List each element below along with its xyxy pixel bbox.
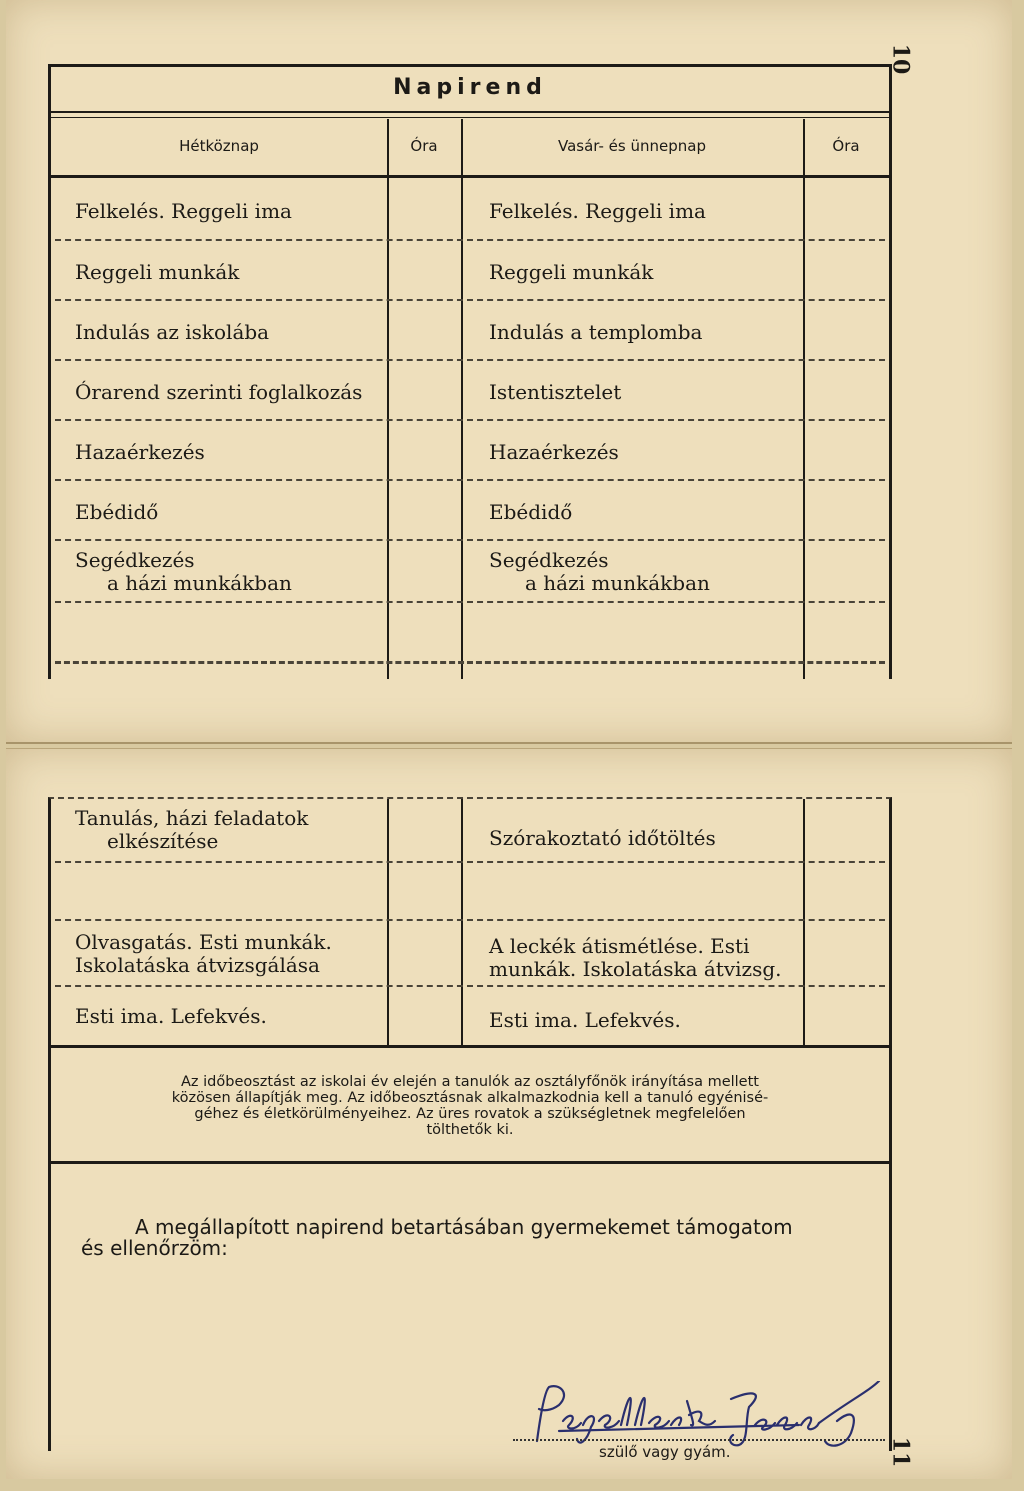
row-divider bbox=[55, 299, 885, 301]
page-number-bottom: 11 bbox=[887, 1436, 914, 1468]
column-divider bbox=[461, 799, 463, 1045]
weekday-row: Felkelés. Reggeli ima bbox=[75, 199, 292, 223]
row-divider bbox=[55, 919, 885, 921]
header-sunday: Vasár- és ünnepnap bbox=[558, 137, 706, 155]
parent-pledge bbox=[81, 1217, 861, 1259]
row-divider bbox=[55, 359, 885, 361]
sunday-row: Ebédidő bbox=[489, 500, 573, 524]
sunday-row: Felkelés. Reggeli ima bbox=[489, 199, 706, 223]
pledge-line: A megállapított napirend betartásában gyermekemet támogatom bbox=[135, 1215, 793, 1239]
weekday-row: Indulás az iskolába bbox=[75, 320, 270, 344]
pledge-line: és ellenőrzöm: bbox=[81, 1236, 228, 1260]
weekday-row: Hazaérkezés bbox=[75, 440, 205, 464]
schedule-table bbox=[48, 64, 892, 679]
note-line: közösen állapítják meg. Az időbeosztásnak alkalmazkodnia kell a tanuló egyénisé- bbox=[171, 1090, 769, 1106]
schedule-table-continued bbox=[48, 797, 892, 1461]
sunday-row: munkák. Iskolatáska átvizsg. bbox=[489, 957, 782, 981]
page-number-top: 10 bbox=[887, 43, 914, 75]
weekday-row: Tanulás, házi feladatok bbox=[75, 806, 309, 830]
note-line: Az időbeosztást az iskolai év elején a tanulók az osztályfőnök irányítása mellett bbox=[181, 1074, 759, 1090]
row-divider bbox=[55, 601, 885, 603]
row-divider bbox=[55, 539, 885, 541]
page-10 bbox=[6, 0, 1012, 744]
row-divider bbox=[55, 479, 885, 481]
row-divider bbox=[55, 985, 885, 987]
signature-line bbox=[513, 1439, 885, 1441]
weekday-row: Órarend szerinti foglalkozás bbox=[75, 380, 363, 404]
sunday-row: Indulás a templomba bbox=[489, 320, 703, 344]
sunday-row: a házi munkákban bbox=[525, 571, 710, 595]
schedule-title: Napirend bbox=[393, 75, 547, 100]
row-divider bbox=[55, 861, 885, 863]
signature-label: szülő vagy gyám. bbox=[599, 1443, 731, 1461]
header-hour: Óra bbox=[832, 137, 860, 155]
note-line: tölthetők ki. bbox=[426, 1122, 514, 1138]
sunday-row: Segédkezés bbox=[489, 548, 609, 572]
section-divider bbox=[51, 1161, 889, 1164]
divider bbox=[51, 117, 889, 118]
column-divider bbox=[803, 119, 805, 679]
weekday-row: Iskolatáska átvizsgálása bbox=[75, 953, 320, 977]
header-divider bbox=[51, 175, 889, 178]
weekday-row: Esti ima. Lefekvés. bbox=[75, 1004, 267, 1028]
divider bbox=[51, 111, 889, 113]
sunday-row: Istentisztelet bbox=[489, 380, 622, 404]
column-divider bbox=[387, 799, 389, 1045]
weekday-row: Olvasgatás. Esti munkák. bbox=[75, 930, 332, 954]
section-divider bbox=[51, 1045, 889, 1048]
row-divider bbox=[55, 661, 885, 664]
weekday-row: a házi munkákban bbox=[107, 571, 292, 595]
weekday-row: Reggeli munkák bbox=[75, 260, 240, 284]
column-divider bbox=[803, 799, 805, 1045]
sunday-row: Szórakoztató időtöltés bbox=[489, 826, 716, 850]
row-divider bbox=[55, 419, 885, 421]
instructions-note bbox=[73, 1074, 867, 1138]
column-divider bbox=[387, 119, 389, 679]
column-divider bbox=[461, 119, 463, 679]
header-weekday: Hétköznap bbox=[179, 137, 259, 155]
header-hour: Óra bbox=[410, 137, 438, 155]
weekday-row: Segédkezés bbox=[75, 548, 195, 572]
sunday-row: Hazaérkezés bbox=[489, 440, 619, 464]
sunday-row: Esti ima. Lefekvés. bbox=[489, 1008, 681, 1032]
row-divider bbox=[55, 239, 885, 241]
weekday-row: elkészítése bbox=[107, 829, 219, 853]
weekday-row: Ebédidő bbox=[75, 500, 159, 524]
note-line: géhez és életkörülményeihez. Az üres rovatok a szükségletnek megfelelően bbox=[194, 1106, 746, 1122]
sunday-row: A leckék átismétlése. Esti bbox=[489, 934, 750, 958]
page-11 bbox=[6, 748, 1012, 1479]
sunday-row: Reggeli munkák bbox=[489, 260, 654, 284]
